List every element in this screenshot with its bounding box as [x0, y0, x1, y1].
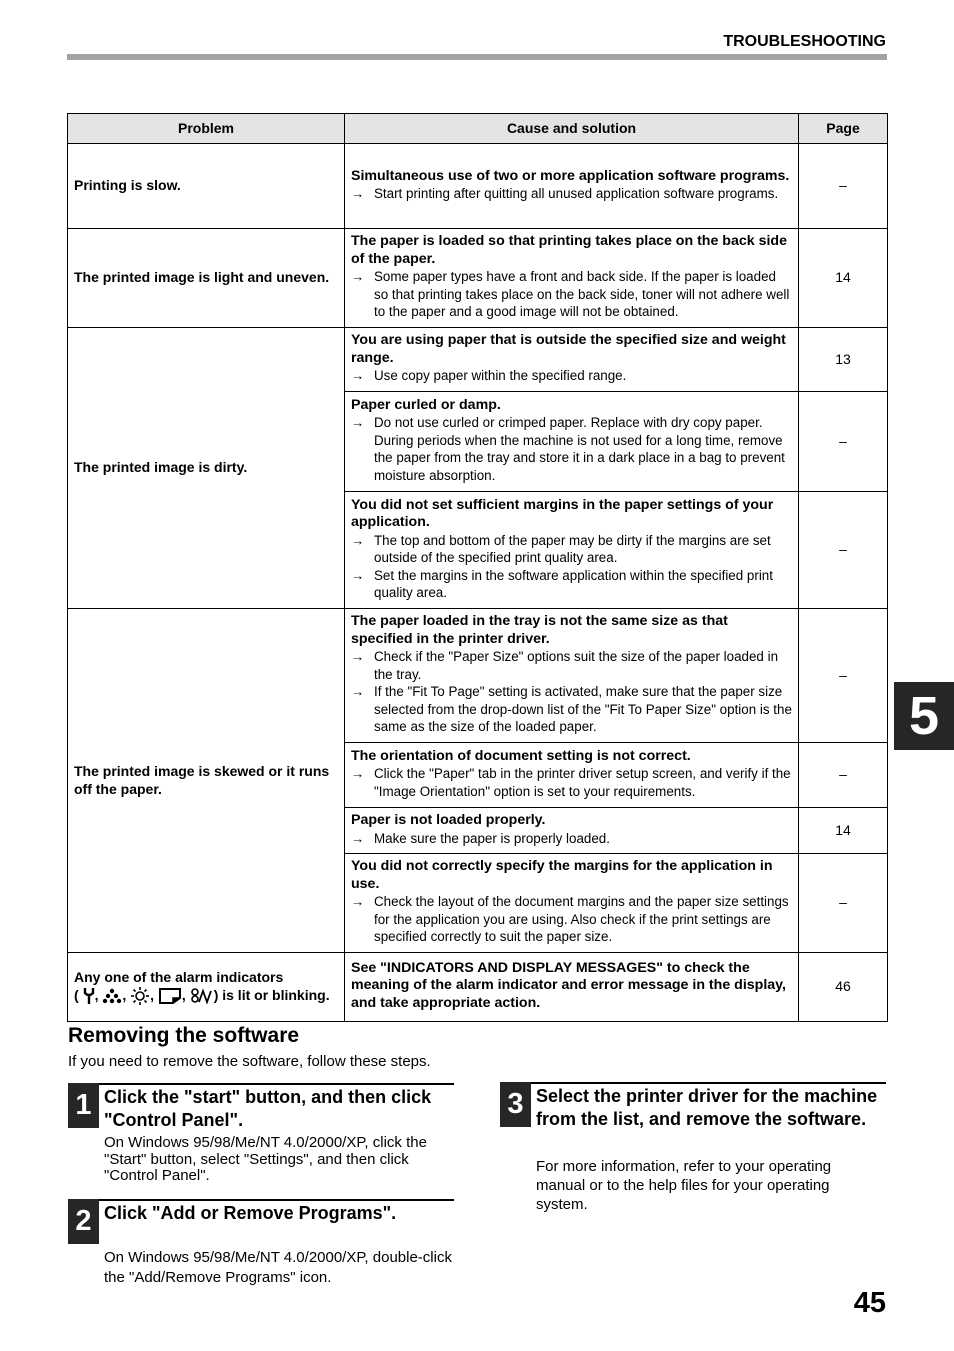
cause-cell — [345, 854, 799, 953]
solution-text: Set the margins in the software application within the specified print quality area. — [374, 567, 773, 600]
cause-heading: Paper curled or damp. — [351, 396, 501, 413]
cause-cell — [345, 492, 799, 609]
solution-text: Click the "Paper" tab in the printer driver setup screen, and verify if the "Image Orientation" option is set to your requirements. — [374, 766, 791, 799]
solution-item — [351, 648, 792, 683]
icon-separator: , — [181, 986, 186, 1003]
cause-cell — [345, 144, 799, 229]
cause-heading: See "INDICATORS AND DISPLAY MESSAGES" to check the meaning of the alarm indicator and error message in the display, and take appropriate action. — [351, 959, 786, 1011]
cause-heading: The orientation of document setting is not correct. — [351, 747, 691, 764]
solution-text: Start printing after quitting all unused application software programs. — [374, 186, 779, 201]
page-cell: 14 — [799, 229, 888, 328]
column-header-page: Page — [799, 114, 888, 144]
step-number: 2 — [68, 1199, 99, 1244]
solution-item — [351, 893, 792, 946]
solution-item — [351, 185, 792, 203]
cause-heading: You did not correctly specify the margins for the application in use. — [351, 858, 773, 892]
solution-text: Make sure the paper is properly loaded. — [374, 830, 610, 846]
cause-cell — [345, 229, 799, 328]
problem-cell: Printing is slow. — [68, 144, 345, 229]
cause-heading: Paper is not loaded properly. — [351, 812, 546, 828]
problem-cell — [68, 953, 345, 1022]
step-title: Select the printer driver for the machine from the list, and remove the software. — [536, 1086, 878, 1129]
misfeed-icon — [190, 987, 214, 1005]
cause-heading: The paper loaded in the tray is not the same size as that specified in the printer driver. — [351, 613, 728, 647]
step-number: 1 — [68, 1083, 99, 1128]
problem-cell: The printed image is light and uneven. — [68, 229, 345, 328]
page-cell: – — [799, 492, 888, 609]
solution-text: Use copy paper within the specified range. — [374, 368, 627, 384]
toner-icon — [102, 987, 122, 1005]
step-body: On Windows 95/98/Me/NT 4.0/2000/XP, click the "Start" button, select "Settings", and then click "Control Panel". — [104, 1134, 427, 1184]
solution-item — [351, 367, 792, 385]
solution-text: Some paper types have a front and back side. If the paper is loaded so that printing takes place on the back side, toner will not adhere well to the paper and a good image will not be obtained. — [374, 269, 790, 320]
paper-icon — [158, 987, 182, 1005]
table-header-row — [68, 114, 888, 144]
arrow-icon: → — [351, 684, 365, 700]
cause-cell — [345, 953, 799, 1022]
arrow-icon: → — [351, 368, 365, 384]
icon-separator: , — [94, 986, 99, 1003]
step-number: 3 — [500, 1082, 531, 1127]
page-number: 45 — [853, 1287, 886, 1319]
column-header-cause: Cause and solution — [345, 114, 799, 144]
table-row — [68, 229, 888, 328]
step-3 — [500, 1082, 886, 1222]
cause-cell — [345, 328, 799, 392]
solution-item — [351, 532, 792, 567]
solution-text: Check the layout of the document margins and the paper size settings for the application you are using. Also check if the print settings are specified correctly to suit the paper size. — [374, 894, 789, 945]
arrow-icon: → — [351, 830, 365, 846]
cause-cell — [345, 392, 799, 492]
column-header-problem: Problem — [68, 114, 345, 144]
arrow-icon: → — [351, 894, 365, 910]
problem-cell: The printed image is dirty. — [68, 328, 345, 609]
cause-heading: You did not set sufficient margins in the paper settings of your application. — [351, 496, 774, 530]
page-cell: – — [799, 854, 888, 953]
cause-heading: You are using paper that is outside the specified size and weight range. — [351, 332, 786, 366]
step-body: For more information, refer to your operating manual or to the help files for your operating system. — [536, 1158, 832, 1213]
cause-heading: The paper is loaded so that printing takes place on the back side of the paper. — [351, 233, 787, 267]
solution-text: Check if the "Paper Size" options suit the size of the paper loaded in the tray. — [374, 649, 779, 682]
icon-separator: , — [150, 986, 155, 1003]
arrow-icon: → — [351, 567, 365, 583]
page-cell: 13 — [799, 328, 888, 392]
cause-cell — [345, 609, 799, 743]
page-cell: – — [799, 392, 888, 492]
arrow-icon: → — [351, 649, 365, 665]
open-paren: ( — [74, 986, 79, 1003]
drum-icon — [130, 987, 150, 1005]
cause-cell — [345, 808, 799, 854]
page-cell: – — [799, 609, 888, 743]
table-row — [68, 609, 888, 743]
solution-item — [351, 683, 792, 736]
step-rule — [68, 1083, 454, 1085]
maintenance-icon — [83, 987, 95, 1005]
page-cell: 46 — [799, 953, 888, 1022]
cause-heading: Simultaneous use of two or more application software programs. — [351, 167, 790, 184]
page-cell: 14 — [799, 808, 888, 854]
solution-text: The top and bottom of the paper may be dirty if the margins are set outside of the specified print quality area. — [374, 532, 771, 565]
arrow-icon: → — [351, 415, 365, 431]
table-row — [68, 953, 888, 1022]
page-cell: – — [799, 144, 888, 229]
arrow-icon: → — [351, 186, 365, 201]
section-intro: If you need to remove the software, follow these steps. — [68, 1053, 431, 1070]
solution-item — [351, 567, 792, 602]
solution-item — [351, 765, 792, 800]
chapter-tab: 5 — [894, 682, 954, 750]
step-title: Click "Add or Remove Programs". — [104, 1203, 397, 1223]
header-rule — [67, 54, 887, 60]
section-title: Removing the software — [68, 1024, 300, 1047]
step-rule — [68, 1199, 454, 1201]
arrow-icon: → — [351, 269, 365, 285]
solution-text: Do not use curled or crimped paper. Replace with dry copy paper. During periods when the machine is not used for a long time, remove the paper from the tray and store it in a dark place in a bag to prevent moisture absorption. — [374, 415, 785, 483]
solution-text: If the "Fit To Page" setting is activated, make sure that the paper size selected from the drop-down list of the "Fit To Paper Size" option is the same as the size of the loaded paper. — [374, 684, 792, 735]
step-2 — [68, 1199, 454, 1294]
step-title: Click the "start" button, and then click "Control Panel". — [104, 1087, 432, 1130]
icon-separator: , — [122, 986, 127, 1003]
arrow-icon: → — [351, 766, 365, 782]
solution-item — [351, 268, 792, 321]
step-1 — [68, 1083, 454, 1193]
section-header: TROUBLESHOOTING — [723, 33, 886, 50]
step-body: On Windows 95/98/Me/NT 4.0/2000/XP, double-click the "Add/Remove Programs" icon. — [104, 1249, 452, 1286]
problem-text: Any one of the alarm indicators — [74, 969, 284, 986]
solution-item — [351, 830, 792, 848]
solution-item — [351, 414, 792, 484]
troubleshooting-table — [67, 113, 888, 1022]
table-row — [68, 328, 888, 392]
problem-text: ) is lit or blinking. — [213, 986, 330, 1003]
arrow-icon: → — [351, 532, 365, 548]
table-row — [68, 144, 888, 229]
problem-cell: The printed image is skewed or it runs off the paper. — [68, 609, 345, 953]
cause-cell — [345, 743, 799, 808]
step-rule — [500, 1082, 886, 1084]
page-cell: – — [799, 743, 888, 808]
